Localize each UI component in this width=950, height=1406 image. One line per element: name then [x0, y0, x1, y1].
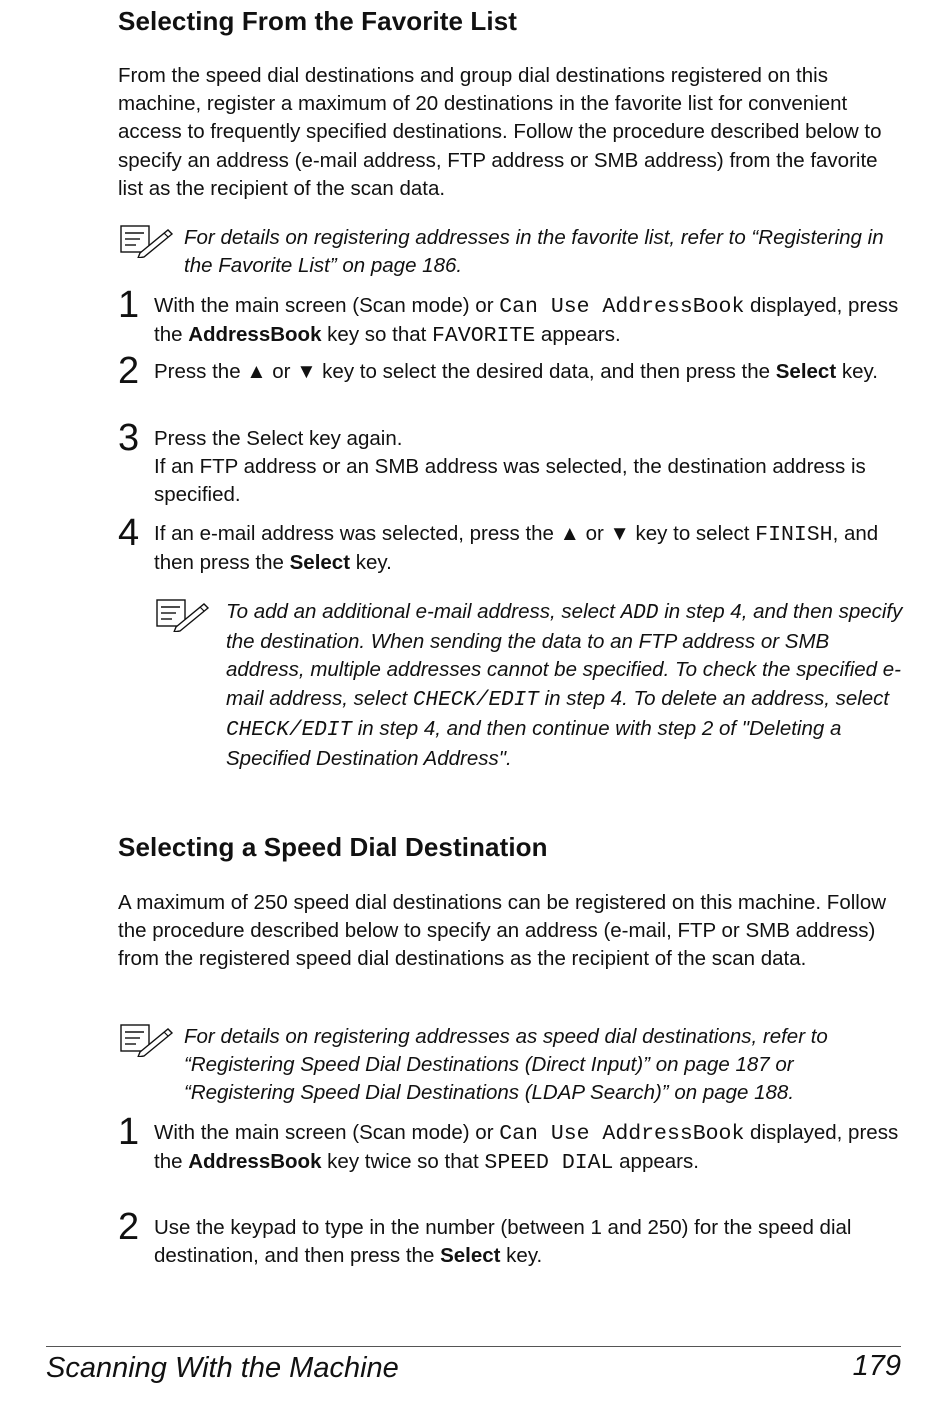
key-name: Select	[775, 360, 837, 383]
note-text: For details on registering addresses in the favorite list, refer to “Registering in the Favorite List” on page 186.	[184, 226, 884, 278]
step-number: 2	[118, 1206, 140, 1248]
lcd-message: CHECK/EDIT	[226, 718, 353, 742]
step-text: Press the Select key again. If an FTP address or an SMB address was selected, the destination address is specified.	[154, 427, 866, 507]
step-text: If an e-mail address was selected, press the ▲ or ▼ key to select FINISH, and then press the Select key.	[154, 522, 879, 575]
lcd-message: Can Use AddressBook	[499, 1122, 745, 1146]
step-text: With the main screen (Scan mode) or Can Use AddressBook displayed, press the AddressBook key so that FAVORITE appears.	[154, 294, 899, 349]
step-number: 4	[118, 512, 140, 554]
lcd-message: ADD	[620, 602, 659, 625]
lcd-message: Can Use AddressBook	[499, 295, 745, 319]
note-text: To add an additional e-mail address, select ADD in step 4, and then specify the destination. When sending the data to an FTP address or SMB address, multiple addresses cannot be specified. To check the specified e-mail address, select CHECK/EDIT in step 4. To delete an address, select CHECK/EDIT in step 4, and then continue with step 2 of "Deleting a Specified Destination Address".	[226, 600, 903, 771]
note-pencil-icon	[118, 224, 184, 280]
key-name: AddressBook	[188, 1150, 322, 1174]
key-name: Select	[440, 1244, 501, 1268]
lcd-message: FINISH	[755, 523, 833, 547]
footer-divider	[46, 1346, 901, 1347]
section-heading-favorite-list: Selecting From the Favorite List	[118, 6, 518, 36]
lcd-message: SPEED DIAL	[484, 1151, 614, 1176]
step-number: 1	[118, 1111, 140, 1153]
step-number: 2	[118, 350, 140, 392]
intro-paragraph: From the speed dial destinations and group dial destinations registered on this machine, register a maximum of 20 destinations in the favorite list for convenient access to frequently specified destinations. Follow the procedure described below to specify an address (e-mail address, FTP address or SMB address) from the favorite list as the recipient of the scan data.	[118, 64, 882, 200]
key-name: Select	[289, 551, 351, 575]
step-text: Press the ▲ or ▼ key to select the desired data, and then press the Select key.	[154, 360, 878, 383]
step-text: With the main screen (Scan mode) or Can Use AddressBook displayed, press the AddressBook key twice so that SPEED DIAL appears.	[154, 1121, 899, 1176]
intro-paragraph: A maximum of 250 speed dial destinations can be registered on this machine. Follow the procedure described below to specify an address (e-mail, FTP or SMB address) from the registered speed dial destinations as the recipient of the scan data.	[118, 891, 887, 971]
section-heading-speed-dial: Selecting a Speed Dial Destination	[118, 832, 548, 862]
note-text: For details on registering addresses as speed dial destinations, refer to “Registering Speed Dial Destinations (Direct Input)” on page 187 or “Registering Speed Dial Destinations (LDAP Search)” on page 188.	[184, 1025, 828, 1105]
note	[118, 224, 908, 280]
lcd-message: FAVORITE	[432, 324, 536, 349]
note	[118, 1023, 908, 1108]
note-pencil-icon	[154, 598, 226, 773]
note	[154, 598, 908, 773]
lcd-message: CHECK/EDIT	[412, 688, 539, 712]
page-number: 179	[852, 1350, 901, 1382]
step-number: 1	[118, 284, 140, 326]
footer-chapter-title: Scanning With the Machine	[46, 1352, 399, 1384]
note-pencil-icon	[118, 1023, 184, 1108]
step-text: Use the keypad to type in the number (between 1 and 250) for the speed dial destination, and then press the Select key.	[154, 1216, 852, 1268]
step-number: 3	[118, 417, 140, 459]
key-name: AddressBook	[188, 323, 322, 347]
